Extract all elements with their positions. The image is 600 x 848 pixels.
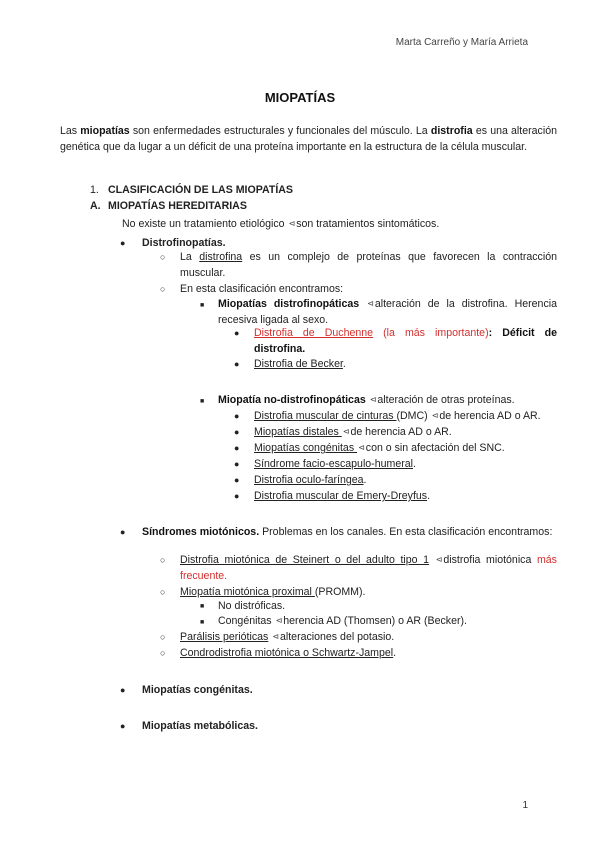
section-1-number: 1. [90, 184, 99, 196]
miopatia-no-distrofinopaticas: Miopatía no-distrofinopáticas ⊲alteración de otras proteínas. [218, 394, 515, 406]
bullet-dot-icon: ● [120, 721, 126, 731]
bullet-dot-icon: ● [120, 685, 126, 695]
arrow-icon: ⊲ [435, 555, 443, 564]
bullet-dot-icon: ● [234, 443, 240, 453]
list-item: Síndrome facio-escapulo-humeral. [254, 458, 416, 470]
arrow-icon: ⊲ [358, 443, 365, 452]
no-distroficas-item: No distróficas. [218, 600, 286, 612]
bullet-dot-icon: ● [234, 427, 240, 437]
bullet-dot-icon: ● [120, 527, 126, 537]
bullet-dot-icon: ● [234, 475, 240, 485]
congenitas-item: Congénitas ⊲herencia AD (Thomsen) o AR (Becker). [218, 615, 467, 627]
bullet-circle-icon: ○ [160, 648, 166, 658]
distrofina-definition: La distrofina es un complejo de proteínas que favorecen la contracción muscular. [180, 251, 557, 279]
condrodistrofia-item: Condrodistrofia miotónica o Schwartz-Jampel. [180, 647, 397, 659]
section-a-title: MIOPATÍAS HEREDITARIAS [108, 200, 247, 212]
clasificacion-text: En esta clasificación encontramos: [180, 283, 344, 295]
list-item: Distrofia muscular de cinturas (DMC) ⊲de herencia AD o AR. [254, 410, 541, 422]
bullet-dot-icon: ● [234, 359, 240, 369]
list-item: Distrofia muscular de Emery-Dreyfus. [254, 490, 431, 502]
list-item: Distrofia oculo-faríngea. [254, 474, 367, 486]
section-a-letter: A. [90, 200, 101, 212]
paralisis-item: Parálisis perióticas ⊲alteraciones del potasio. [180, 631, 395, 643]
no-treatment-text: No existe un tratamiento etiológico ⊲son tratamientos sintomáticos. [122, 218, 440, 230]
bullet-circle-icon: ○ [160, 587, 166, 597]
bullet-dot-icon: ● [234, 491, 240, 501]
page-number: 1 [522, 800, 528, 811]
bullet-dot-icon: ● [234, 411, 240, 421]
duchenne-item: Distrofia de Duchenne (la más importante): Déficit de distrofina. [254, 327, 557, 355]
miopatias-distrofinopaticas: Miopatías distrofinopáticas ⊲alteración de la distrofina. Herencia recesiva ligada al sexo. [218, 298, 557, 326]
list-item: Miopatías distales ⊲de herencia AD o AR. [254, 426, 452, 438]
arrow-icon: ⊲ [272, 632, 279, 641]
arrow-icon: ⊲ [431, 411, 439, 420]
bullet-dot-icon: ● [234, 459, 240, 469]
distrofinopatias-title: Distrofinopatías. [142, 237, 226, 249]
arrow-icon: ⊲ [288, 219, 296, 228]
bullet-circle-icon: ○ [160, 252, 166, 262]
author-header: Marta Carreño y María Arrieta [395, 37, 528, 48]
arrow-icon: ⊲ [367, 299, 374, 308]
miopatias-congenitas: Miopatías congénitas. [142, 684, 253, 696]
bullet-dot-icon: ● [234, 328, 240, 338]
section-1-title: CLASIFICACIÓN DE LAS MIOPATÍAS [108, 184, 293, 196]
arrow-icon: ⊲ [369, 395, 377, 404]
bullet-circle-icon: ○ [160, 284, 166, 294]
bullet-square-icon: ■ [200, 603, 205, 610]
bullet-circle-icon: ○ [160, 632, 166, 642]
bullet-dot-icon: ● [120, 238, 126, 248]
miopatias-metabolicas: Miopatías metabólicas. [142, 720, 258, 732]
arrow-icon: ⊲ [342, 427, 350, 436]
promm-item: Miopatía miotónica proximal (PROMM). [180, 586, 366, 598]
bullet-square-icon: ■ [200, 619, 205, 626]
list-item: Miopatías congénitas ⊲con o sin afectación del SNC. [254, 442, 505, 454]
bullet-circle-icon: ○ [160, 555, 166, 565]
becker-item: Distrofia de Becker. [254, 358, 346, 370]
sindromes-miotonicos: Síndromes miotónicos. Problemas en los canales. En esta clasificación encontramos: [142, 526, 553, 538]
arrow-icon: ⊲ [275, 616, 283, 625]
intro-paragraph: Las miopatías son enfermedades estructurales y funcionales del músculo. La distrofia es una alteración genética que da lugar a un déficit de una proteína importante en la estructura de la célula muscular. [60, 125, 557, 153]
bullet-square-icon: ■ [200, 398, 205, 405]
steinert-item: Distrofia miotónica de Steinert o del adulto tipo 1 ⊲distrofia miotónica más frecuente. [180, 554, 557, 582]
page-title: MIOPATÍAS [264, 90, 336, 105]
bullet-square-icon: ■ [200, 302, 205, 309]
